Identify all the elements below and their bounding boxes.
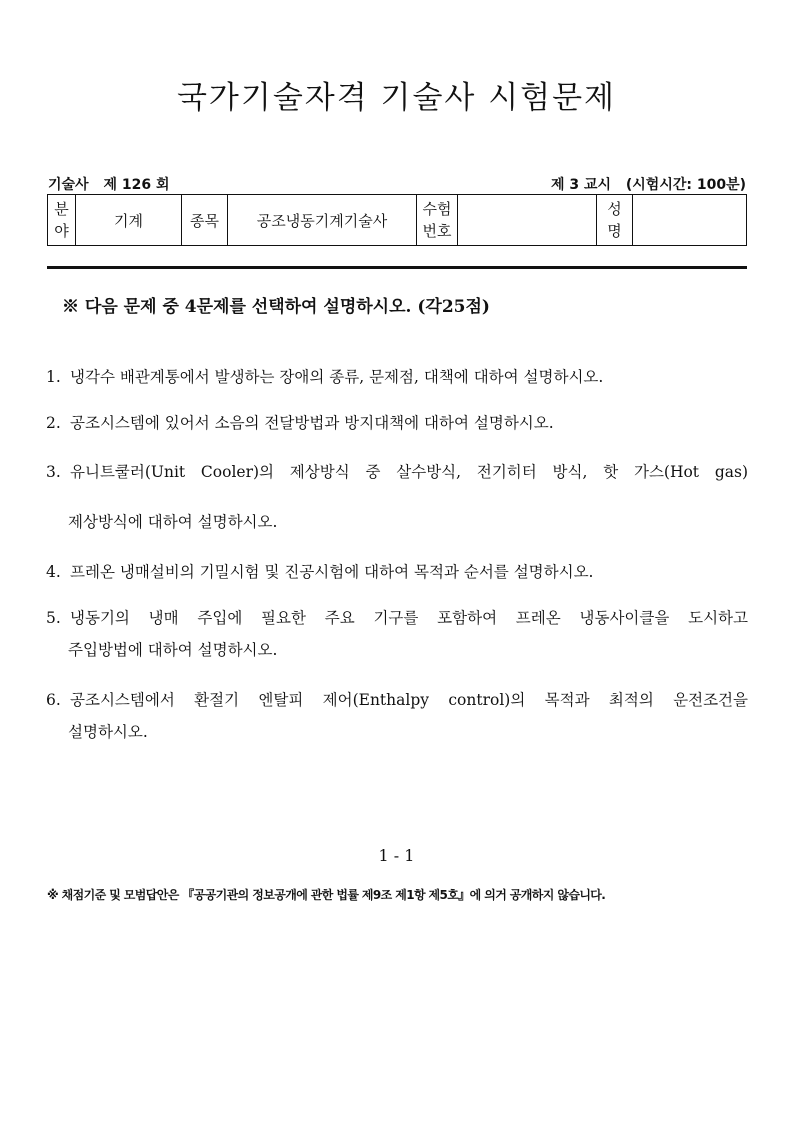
- page-number: 1 - 1: [378, 846, 415, 865]
- exam-no-label-bottom: 번호: [422, 222, 452, 240]
- name-label-top: 성: [607, 200, 622, 218]
- question-4: [46, 559, 748, 585]
- question-1: [46, 364, 748, 390]
- name-field[interactable]: [633, 195, 747, 246]
- exam-meta-left: [48, 174, 179, 194]
- exam-category: 기술사: [48, 177, 89, 193]
- field-label-bottom: 야: [54, 222, 69, 240]
- question-text-continued: 제상방식에 대하여 설명하시오.: [68, 513, 278, 531]
- question-number: 5.: [46, 609, 61, 627]
- question-6: [46, 687, 748, 745]
- question-2: [46, 410, 748, 436]
- exam-session: 제 126 회: [103, 177, 170, 193]
- question-text: 공조시스템에 있어서 소음의 전달방법과 방지대책에 대하여 설명하시오.: [70, 414, 554, 432]
- instruction-text: ※ 다음 문제 중 4문제를 선택하여 설명하시오. (각25점): [62, 297, 490, 317]
- exam-no-label-cell: [417, 195, 458, 246]
- question-text: 프레온 냉매설비의 기밀시험 및 진공시험에 대하여 목적과 순서를 설명하시오.: [70, 563, 594, 581]
- field-label-top: 분: [54, 200, 69, 218]
- name-label-cell: [597, 195, 633, 246]
- question-number: 3.: [46, 463, 61, 481]
- field-label-cell: [48, 195, 76, 246]
- question-number: 2.: [46, 414, 61, 432]
- exam-time: (시험시간: 100분): [625, 177, 746, 193]
- question-number: 6.: [46, 691, 61, 709]
- item-value: 공조냉동기계기술사: [228, 195, 417, 246]
- exam-period: 제 3 교시: [550, 177, 611, 193]
- question-text: 냉동기의 냉매 주입에 필요한 주요 기구를 포함하여 프레온 냉동사이클을 도시하고: [70, 609, 748, 627]
- question-number: 1.: [46, 368, 61, 386]
- question-5: [46, 605, 748, 663]
- section-divider: [47, 266, 747, 269]
- question-text: 공조시스템에서 환절기 엔탈피 제어(Enthalpy control)의 목적과 최적의 운전조건을: [70, 691, 748, 709]
- exam-no-label-top: 수험: [422, 200, 452, 218]
- footer-notice: ※ 채점기준 및 모범답안은 『공공기관의 정보공개에 관한 법률 제9조 제1항 제5호』에 의거 공개하지 않습니다.: [47, 888, 606, 902]
- question-3: [46, 459, 748, 535]
- field-value: 기계: [76, 195, 182, 246]
- name-label-bottom: 명: [607, 222, 622, 240]
- question-text: 유니트쿨러(Unit Cooler)의 제상방식 중 살수방식, 전기히터 방식, 핫 가스(Hot gas): [70, 463, 748, 481]
- question-number: 4.: [46, 563, 61, 581]
- exam-meta-row: [48, 174, 746, 194]
- exam-info-table: [47, 194, 747, 246]
- question-text: 냉각수 배관계통에서 발생하는 장애의 종류, 문제점, 대책에 대하여 설명하시오.: [70, 368, 604, 386]
- question-text-continued: 주입방법에 대하여 설명하시오.: [68, 641, 278, 659]
- exam-meta-right: [551, 174, 746, 194]
- exam-no-field[interactable]: [458, 195, 597, 246]
- exam-title: 국가기술자격 기술사 시험문제: [176, 80, 616, 116]
- question-text-continued: 설명하시오.: [68, 723, 148, 741]
- item-label: 종목: [182, 195, 228, 246]
